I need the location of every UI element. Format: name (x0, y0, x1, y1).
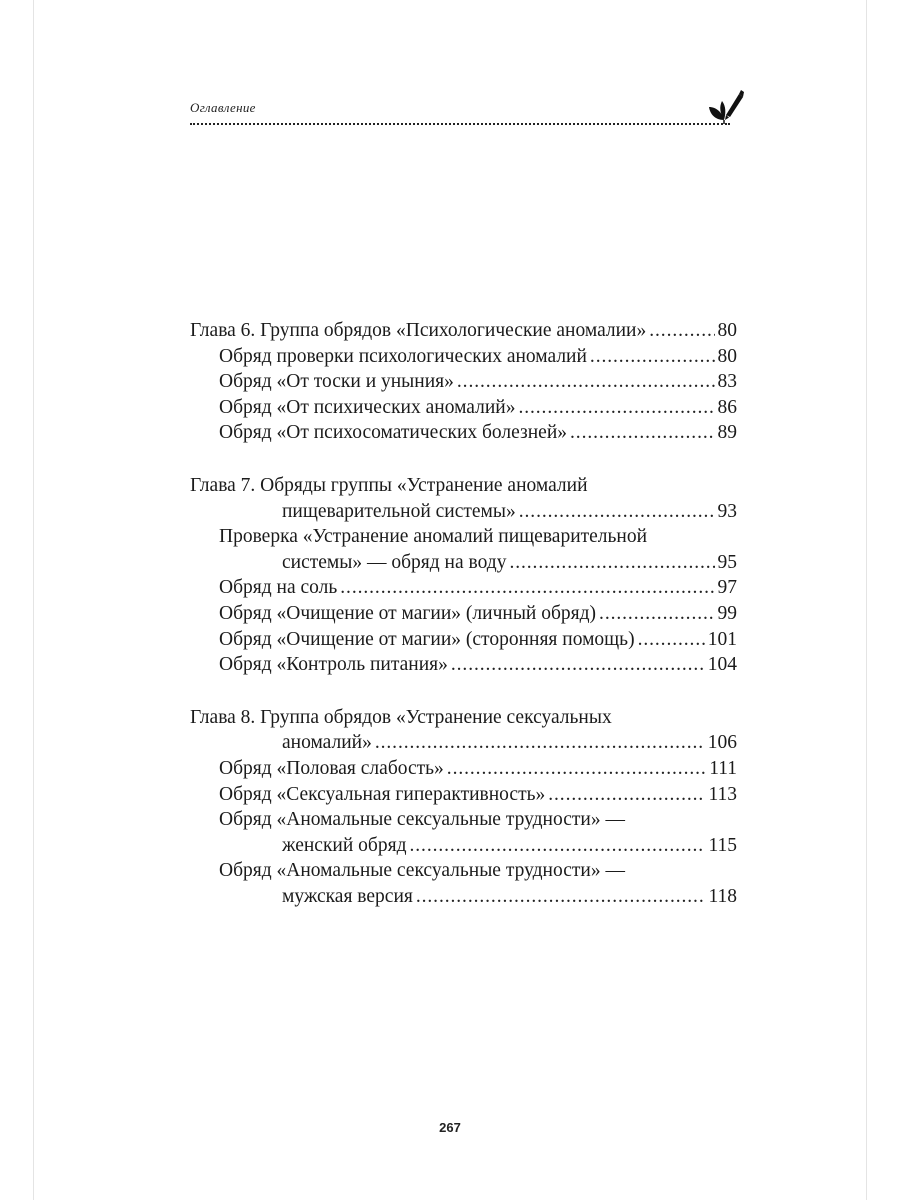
toc-entry-title: Обряд «Сексуальная гиперактивность» (219, 783, 546, 805)
toc-entry-title: Обряд «От психосоматических болезней» (219, 422, 568, 444)
toc-entry[interactable] (190, 730, 737, 756)
toc-entry-title: мужская версия (282, 885, 413, 907)
toc-page-number: 104 (707, 654, 737, 676)
pen-sprout-icon (706, 84, 744, 124)
toc-entry[interactable] (190, 369, 737, 395)
toc-leader-dots (649, 318, 714, 344)
toc-page-number: 106 (707, 732, 737, 754)
toc-entry[interactable] (190, 318, 737, 344)
toc-entry[interactable] (190, 858, 737, 884)
toc-entry-title: Обряд на соль (219, 577, 338, 599)
toc-leader-dots (548, 782, 705, 808)
toc-entry-title: Обряд «От тоски и уныния» (219, 371, 454, 393)
toc-leader-dots (638, 627, 705, 653)
toc-page-number: 115 (708, 834, 737, 856)
toc-entry[interactable] (190, 627, 737, 653)
toc-entry-title: пищеварительной системы» (282, 500, 516, 522)
toc-entry[interactable] (190, 652, 737, 678)
toc-entry[interactable] (190, 884, 737, 910)
page-number: 267 (439, 1120, 461, 1135)
toc-chapter-group (190, 705, 737, 910)
toc-entry-title: Обряд «Половая слабость» (219, 757, 444, 779)
toc-entry[interactable] (190, 344, 737, 370)
toc-page-number: 101 (707, 628, 737, 650)
toc-entry-title: Проверка «Устранение аномалий пищеварительной (219, 526, 648, 548)
table-of-contents (190, 318, 737, 936)
toc-leader-dots (375, 730, 705, 756)
toc-entry[interactable] (190, 420, 737, 446)
toc-page-number: 118 (708, 885, 737, 907)
toc-page-number: 80 (717, 345, 737, 367)
toc-page-number: 89 (717, 422, 737, 444)
toc-entry[interactable] (190, 601, 737, 627)
toc-entry-title: Обряд «Очищение от магии» (сторонняя помощь) (219, 628, 635, 650)
toc-entry[interactable] (190, 833, 737, 859)
toc-chapter-group (190, 318, 737, 446)
toc-page-number: 113 (708, 783, 737, 805)
toc-page-number: 99 (717, 602, 737, 624)
toc-page-number: 111 (709, 757, 737, 779)
toc-entry[interactable] (190, 550, 737, 576)
toc-page-number: 80 (717, 320, 737, 341)
toc-leader-dots (599, 601, 714, 627)
toc-leader-dots (447, 756, 706, 782)
toc-entry-title: Обряд «Контроль питания» (219, 654, 448, 676)
toc-leader-dots (570, 420, 714, 446)
toc-entry-title: Обряд «От психических аномалий» (219, 396, 516, 418)
header-dotted-rule (190, 123, 730, 125)
toc-entry[interactable] (190, 756, 737, 782)
toc-leader-dots (340, 575, 714, 601)
toc-entry-title: Глава 7. Обряды группы «Устранение аномалий (190, 474, 588, 496)
toc-entry-title: Обряд проверки психологических аномалий (219, 345, 587, 367)
toc-leader-dots (590, 344, 715, 370)
toc-page-number: 95 (717, 551, 737, 573)
toc-entry[interactable] (190, 524, 737, 550)
toc-entry[interactable] (190, 473, 737, 499)
toc-leader-dots (451, 652, 705, 678)
toc-page-number: 83 (717, 371, 737, 393)
toc-entry[interactable] (190, 807, 737, 833)
toc-leader-dots (410, 833, 706, 859)
toc-entry-title: Обряд «Аномальные сексуальные трудности» — (219, 809, 625, 831)
toc-leader-dots (416, 884, 706, 910)
toc-leader-dots (457, 369, 715, 395)
toc-entry-title: системы» — обряд на воду (282, 551, 507, 573)
toc-page-number: 86 (717, 396, 737, 418)
toc-entry[interactable] (190, 705, 737, 731)
toc-page-number: 97 (717, 577, 737, 599)
toc-page-number: 93 (717, 500, 737, 522)
toc-entry-title: Обряд «Аномальные сексуальные трудности» — (219, 860, 625, 882)
toc-entry-title: Глава 8. Группа обрядов «Устранение сексуальных (190, 706, 612, 728)
toc-entry[interactable] (190, 782, 737, 808)
toc-leader-dots (518, 395, 714, 421)
toc-entry-title: Глава 6. Группа обрядов «Психологические аномалии» (190, 320, 647, 341)
toc-leader-dots (509, 550, 714, 576)
toc-entry-title: женский обряд (282, 834, 407, 856)
toc-entry[interactable] (190, 395, 737, 421)
toc-entry[interactable] (190, 575, 737, 601)
toc-entry-title: Обряд «Очищение от магии» (личный обряд) (219, 602, 597, 624)
running-header-title: Оглавление (190, 100, 256, 115)
toc-leader-dots (519, 499, 715, 525)
toc-entry-title: аномалий» (282, 732, 372, 754)
toc-chapter-group (190, 473, 737, 678)
toc-entry[interactable] (190, 499, 737, 525)
